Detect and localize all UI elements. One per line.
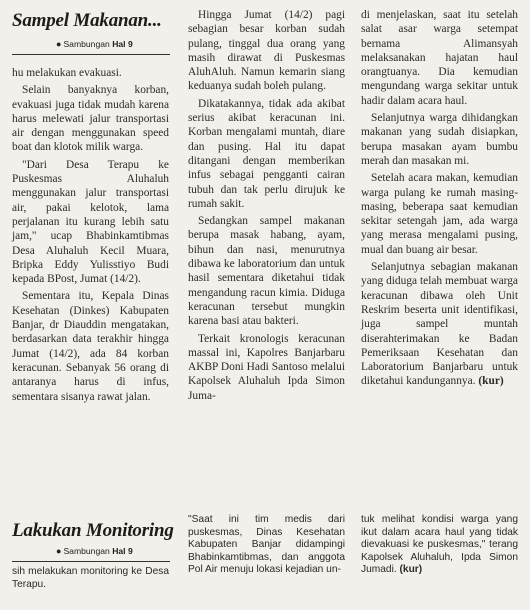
continuation-page: Hal 9 (112, 546, 133, 556)
paragraph: "Saat ini tim medis dari puskesmas, Dinas Kesehatan Kabupaten Banjar didampingi Bhabinkamtibmas, dan anggota Pol Air menuju lokasi kejadian un- (188, 514, 345, 576)
bullet-icon: ● (56, 546, 62, 556)
article2-column-3 (361, 514, 518, 577)
article1-continuation (56, 39, 133, 49)
paragraph (361, 260, 518, 389)
article2-rule (12, 561, 170, 562)
paragraph: Sedangkan sampel makanan berupa masak habang, ayam, bihun dan nasi, menurutnya dibawa ke laboratorium dan untuk hasil sementara diketahui tidak mengandung racun kimia. Diduga keracunan tersebut mungkin karena basi atau bakteri. (188, 215, 345, 328)
continuation-label: Sambungan (63, 39, 110, 49)
paragraph-text: Selanjutnya sebagian makanan yang diduga telah membuat warga keracunan dibawa oleh Unit Reskrim beserta unit identifikasi, juga sampel muntah diserahterimakan ke Badan Pemeriksaan Kesehatan dan Laboratorium Banjarbaru untuk diketahui kandungannya. (361, 261, 518, 388)
paragraph: di menjelaskan, saat itu setelah salat asar warga setempat bernama Alimansyah melaksanakan hajatan haul orangtuanya. Dia kemudian mengundang warga sekitar untuk hadir dalam acara haul. (361, 9, 518, 107)
article1-rule (12, 54, 170, 55)
paragraph-text: tuk melihat kondisi warga yang ikut dalam acara haul yang tidak dievakuasi ke puskesmas," terang Kapolsek Aluhaluh, Ipda Simon Jumadi. (361, 514, 518, 576)
paragraph: sih melakukan monitoring ke Desa Terapu. (12, 566, 169, 590)
article1-column-2 (188, 8, 345, 406)
byline: (kur) (478, 375, 504, 388)
paragraph: Hingga Jumat (14/2) pagi sebagian besar korban sudah pulang, tinggal dua orang yang masih dirawat di Puskesmas AluhAluh. Namun kemarin siang keduanya sudah boleh pulang. (188, 9, 345, 93)
article2-continuation (56, 546, 133, 556)
paragraph: hu melakukan evakuasi. (12, 67, 122, 79)
paragraph: Selain banyaknya korban, evakuasi juga tidak mudah karena harus melewati jalur transportasi air dengan menggunakan speed boat dan klotok milik warga. (12, 84, 169, 154)
byline: (kur) (399, 564, 423, 576)
paragraph: Setelah acara makan, kemudian warga pulang ke rumah masing-masing, beberapa saat kemudian sekitar setengah jam, ada warga yang merasa mengalami pusing, mual dan buang air besar. (361, 172, 518, 256)
article2-column-2 (188, 514, 345, 577)
article1-column-1 (12, 66, 169, 407)
paragraph: "Dari Desa Terapu ke Puskesmas Aluhaluh menggunakan jalur transportasi air, pakai kelotok, lama perjalanan itu kurang lebih satu jam," ucap Bhabinkamtibmas Desa Aluhaluh Kecil Muara, Bripka Eddy Yulisstiyo Budi kepada BPost, Jumat (14/2). (12, 158, 169, 286)
continuation-page: Hal 9 (112, 39, 133, 49)
paragraph (361, 514, 518, 577)
paragraph: Terkait kronologis keracunan massal ini, Kapolres Banjarbaru AKBP Doni Hadi Santoso melalui Kapolsek Aluhaluh Ipda Simon Juma- (188, 332, 345, 402)
paragraph: Selanjutnya warga dihidangkan makanan yang sudah disiapkan, berupa masakan ayam bumbu merah dan masakan mi. (361, 112, 518, 167)
article1-headline: Sampel Makanan... (12, 10, 162, 31)
article1-column-3 (361, 8, 518, 392)
continuation-label: Sambungan (63, 546, 110, 556)
paragraph: Sementara itu, Kepala Dinas Kesehatan (Dinkes) Kabupaten Banjar, dr Diauddin mengatakan, berdasarkan data terakhir hingga Jumat (14/2), ada 84 korban keracunan. Sebanyak 56 orang di antaranya harus di infus, sementara sisanya rawat jalan. (12, 290, 169, 403)
paragraph: Dikatakannya, tidak ada akibat serius akibat keracunan ini. Korban mengalami muntah, diare dan pusing. Hal itu dapat ditangani dengan memberikan infus sebagai pengganti cairan tubuh dan tak perlu dirujuk ke rumah sakit. (188, 97, 345, 210)
bullet-icon: ● (56, 39, 62, 49)
article2-column-1 (12, 566, 169, 591)
article2-headline: Lakukan Monitoring (12, 520, 174, 541)
